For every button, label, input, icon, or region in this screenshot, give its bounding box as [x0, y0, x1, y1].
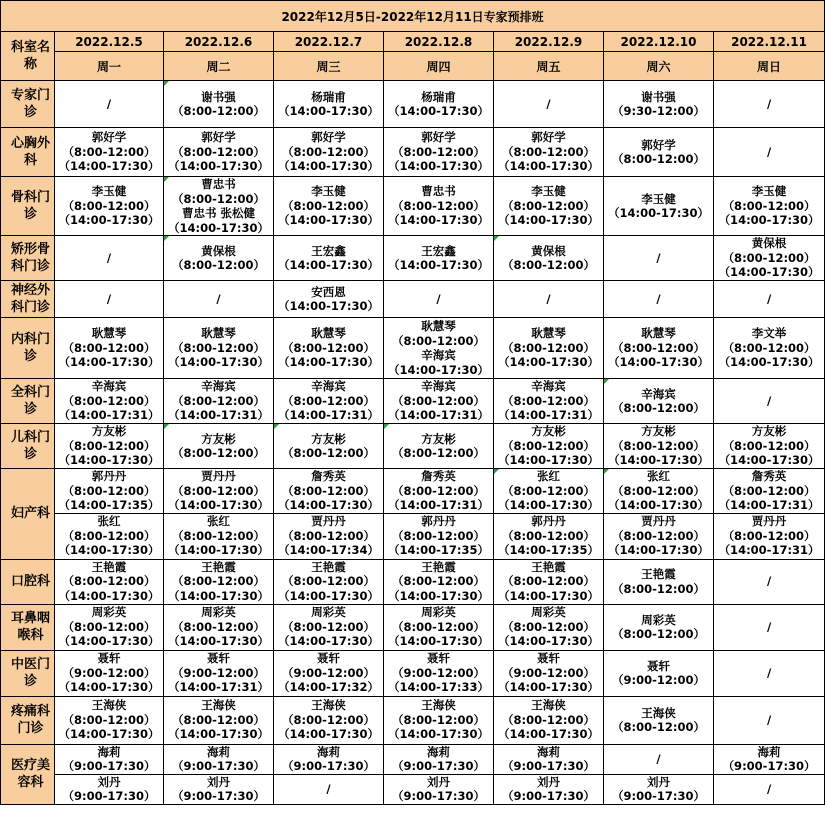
schedule-cell: 辛海宾 （8:00-12:00） （14:00-17:31） [494, 379, 604, 424]
weekday-header: 周四 [384, 52, 494, 81]
schedule-cell: / [604, 744, 714, 774]
date-header: 2022.12.10 [604, 32, 714, 52]
schedule-cell: 黄保根 （8:00-12:00） [164, 236, 274, 281]
table-row [1, 281, 825, 318]
schedule-cell: 李玉健 （14:00-17:30） [604, 177, 714, 236]
schedule-cell: 郭好学 （8:00-12:00） （14:00-17:30） [274, 128, 384, 177]
schedule-cell: 郭好学 （8:00-12:00） （14:00-17:30） [494, 128, 604, 177]
table-row [1, 650, 825, 696]
schedule-cell: / [714, 696, 825, 744]
dept-name: 矫形骨科门诊 [1, 236, 55, 281]
schedule-cell: / [714, 81, 825, 128]
table-row [1, 177, 825, 236]
dept-name: 心胸外科 [1, 128, 55, 177]
date-header: 2022.12.7 [274, 32, 384, 52]
schedule-cell: 王海侠 （8:00-12:00） （14:00-17:30） [55, 696, 164, 744]
schedule-cell: / [714, 281, 825, 318]
schedule-cell: 聂轩 （9:00-12:00） （14:00-17:30） [494, 650, 604, 696]
table-row [1, 696, 825, 744]
schedule-cell: 聂轩 （9:00-12:00） （14:00-17:32） [274, 650, 384, 696]
table-row [1, 604, 825, 650]
schedule-cell: / [494, 81, 604, 128]
schedule-cell: 耿慧琴 （8:00-12:00） 辛海宾 （14:00-17:30） [384, 318, 494, 379]
schedule-cell: 黄保根 （8:00-12:00） （14:00-17:30） [714, 236, 825, 281]
schedule-cell: 王艳霞 （8:00-12:00） （14:00-17:30） [494, 559, 604, 604]
weekday-header: 周三 [274, 52, 384, 81]
schedule-cell: 辛海宾 （8:00-12:00） [604, 379, 714, 424]
table-row [1, 379, 825, 424]
schedule-cell: 王海侠 （8:00-12:00） （14:00-17:30） [274, 696, 384, 744]
schedule-cell: 王艳霞 （8:00-12:00） （14:00-17:30） [384, 559, 494, 604]
schedule-cell: 郭好学 （8:00-12:00） （14:00-17:30） [164, 128, 274, 177]
schedule-cell: 刘丹 （9:00-17:30） [55, 774, 164, 804]
dept-name: 专家门诊 [1, 81, 55, 128]
dept-name: 骨科门诊 [1, 177, 55, 236]
schedule-cell: 海莉 （9:00-17:30） [274, 744, 384, 774]
schedule-cell: 刘丹 （9:00-17:30） [164, 774, 274, 804]
schedule-cell: 海莉 （9:00-17:30） [714, 744, 825, 774]
schedule-cell: 张红 （8:00-12:00） （14:00-17:30） [494, 469, 604, 514]
schedule-cell: 周彩英 （8:00-12:00） （14:00-17:30） [274, 604, 384, 650]
schedule-cell: 王艳霞 （8:00-12:00） [604, 559, 714, 604]
schedule-cell: 周彩英 （8:00-12:00） （14:00-17:30） [384, 604, 494, 650]
table-row [1, 774, 825, 804]
schedule-cell: 郭丹丹 （8:00-12:00） （14:00-17:35） [55, 469, 164, 514]
schedule-cell: 杨瑞甫 （14:00-17:30） [384, 81, 494, 128]
schedule-cell: 谢书强 （9:30-12:00） [604, 81, 714, 128]
schedule-cell: 王艳霞 （8:00-12:00） （14:00-17:30） [274, 559, 384, 604]
schedule-cell: 郭丹丹 （8:00-12:00） （14:00-17:35） [494, 513, 604, 559]
dept-name: 耳鼻咽喉科 [1, 604, 55, 650]
schedule-cell: 刘丹 （9:00-17:30） [604, 774, 714, 804]
schedule-cell: 谢书强 （8:00-12:00） [164, 81, 274, 128]
date-header: 2022.12.11 [714, 32, 825, 52]
schedule-cell: 耿慧琴 （8:00-12:00） （14:00-17:30） [604, 318, 714, 379]
schedule-cell: 周彩英 （8:00-12:00） （14:00-17:30） [55, 604, 164, 650]
schedule-cell: 周彩英 （8:00-12:00） （14:00-17:30） [494, 604, 604, 650]
schedule-cell: / [384, 281, 494, 318]
schedule-cell: / [714, 650, 825, 696]
schedule-title: 2022年12月5日-2022年12月11日专家预排班 [1, 1, 825, 32]
schedule-cell: 郭好学 （8:00-12:00） [604, 128, 714, 177]
dept-name: 疼痛科门诊 [1, 696, 55, 744]
schedule-cell: 贾丹丹 （8:00-12:00） （14:00-17:31） [714, 513, 825, 559]
table-row [1, 128, 825, 177]
table-row [1, 318, 825, 379]
schedule-cell: 海莉 （9:00-17:30） [384, 744, 494, 774]
schedule-cell: 海莉 （9:00-17:30） [55, 744, 164, 774]
weekday-header: 周一 [55, 52, 164, 81]
table-row [1, 559, 825, 604]
date-header: 2022.12.5 [55, 32, 164, 52]
schedule-cell: 李文举 （8:00-12:00） （14:00-17:30） [714, 318, 825, 379]
dept-name: 医疗美容科 [1, 744, 55, 804]
schedule-cell: 李玉健 （8:00-12:00） （14:00-17:30） [494, 177, 604, 236]
schedule-cell: 曹忠书 （8:00-12:00） 曹忠书 张松健 （14:00-17:30） [164, 177, 274, 236]
dept-name: 中医门诊 [1, 650, 55, 696]
schedule-cell: 王海侠 （8:00-12:00） （14:00-17:30） [384, 696, 494, 744]
schedule-cell: / [604, 236, 714, 281]
schedule-cell: / [494, 281, 604, 318]
schedule-cell: 郭丹丹 （8:00-12:00） （14:00-17:35） [384, 513, 494, 559]
schedule-cell: 贾丹丹 （8:00-12:00） （14:00-17:30） [604, 513, 714, 559]
schedule-cell: 刘丹 （9:00-17:30） [384, 774, 494, 804]
schedule-cell: / [714, 128, 825, 177]
schedule-cell: 耿慧琴 （8:00-12:00） （14:00-17:30） [494, 318, 604, 379]
schedule-cell: 耿慧琴 （8:00-12:00） （14:00-17:30） [274, 318, 384, 379]
schedule-cell: 方友彬 （8:00-12:00） （14:00-17:30） [55, 424, 164, 469]
schedule-cell: 耿慧琴 （8:00-12:00） （14:00-17:30） [164, 318, 274, 379]
schedule-cell: 王宏鑫 （14:00-17:30） [274, 236, 384, 281]
schedule-cell: 王宏鑫 （14:00-17:30） [384, 236, 494, 281]
schedule-cell: / [274, 774, 384, 804]
schedule-cell: / [714, 559, 825, 604]
weekday-header: 周五 [494, 52, 604, 81]
schedule-cell: 方友彬 （8:00-12:00） （14:00-17:30） [714, 424, 825, 469]
schedule-cell: 方友彬 （8:00-12:00） （14:00-17:30） [604, 424, 714, 469]
schedule-cell: 辛海宾 （8:00-12:00） （14:00-17:31） [274, 379, 384, 424]
schedule-cell: / [714, 774, 825, 804]
schedule-cell: 詹秀英 （8:00-12:00） （14:00-17:31） [384, 469, 494, 514]
schedule-cell: 方友彬 （8:00-12:00） [384, 424, 494, 469]
schedule-cell: 黄保根 （8:00-12:00） [494, 236, 604, 281]
schedule-cell: 李玉健 （8:00-12:00） （14:00-17:30） [274, 177, 384, 236]
schedule-cell: 曹忠书 （8:00-12:00） （14:00-17:30） [384, 177, 494, 236]
dept-name: 内科门诊 [1, 318, 55, 379]
schedule-cell: 聂轩 （9:00-12:00） （14:00-17:33） [384, 650, 494, 696]
schedule-cell: / [164, 281, 274, 318]
schedule-cell: 贾丹丹 （8:00-12:00） （14:00-17:34） [274, 513, 384, 559]
schedule-cell: 张红 （8:00-12:00） （14:00-17:30） [55, 513, 164, 559]
dept-name: 全科门诊 [1, 379, 55, 424]
schedule-cell: 李玉健 （8:00-12:00） （14:00-17:30） [55, 177, 164, 236]
schedule-cell: / [714, 604, 825, 650]
table-row [1, 424, 825, 469]
schedule-cell: 周彩英 （8:00-12:00） [604, 604, 714, 650]
schedule-cell: 安西恩 （14:00-17:30） [274, 281, 384, 318]
dept-name: 口腔科 [1, 559, 55, 604]
dept-column-header: 科室名称 [1, 32, 55, 81]
schedule-cell: 辛海宾 （8:00-12:00） （14:00-17:31） [164, 379, 274, 424]
date-header: 2022.12.8 [384, 32, 494, 52]
schedule-cell: / [604, 281, 714, 318]
date-header: 2022.12.9 [494, 32, 604, 52]
schedule-cell: 张红 （8:00-12:00） （14:00-17:30） [604, 469, 714, 514]
schedule-cell: 周彩英 （8:00-12:00） （14:00-17:30） [164, 604, 274, 650]
table-row [1, 236, 825, 281]
schedule-cell: / [55, 81, 164, 128]
date-header: 2022.12.6 [164, 32, 274, 52]
table-row [1, 81, 825, 128]
table-row [1, 513, 825, 559]
schedule-cell: 王海侠 （8:00-12:00） （14:00-17:30） [494, 696, 604, 744]
schedule-cell: / [55, 281, 164, 318]
schedule-cell: 方友彬 （8:00-12:00） [164, 424, 274, 469]
schedule-cell: 聂轩 （9:00-12:00） [604, 650, 714, 696]
dept-name: 儿科门诊 [1, 424, 55, 469]
dept-name: 妇产科 [1, 469, 55, 560]
schedule-cell: 聂轩 （9:00-12:00） （14:00-17:30） [55, 650, 164, 696]
schedule-cell: 贾丹丹 （8:00-12:00） （14:00-17:30） [164, 469, 274, 514]
schedule-cell: 方友彬 （8:00-12:00） （14:00-17:30） [494, 424, 604, 469]
schedule-cell: 聂轩 （9:00-12:00） （14:00-17:31） [164, 650, 274, 696]
schedule-cell: / [55, 236, 164, 281]
schedule-cell: 王艳霞 （8:00-12:00） （14:00-17:30） [164, 559, 274, 604]
schedule-cell: 王海侠 （8:00-12:00） [604, 696, 714, 744]
schedule-cell: 海莉 （9:00-17:30） [164, 744, 274, 774]
schedule-cell: 方友彬 （8:00-12:00） [274, 424, 384, 469]
schedule-cell: 王海侠 （8:00-12:00） （14:00-17:30） [164, 696, 274, 744]
schedule-cell: 郭好学 （8:00-12:00） （14:00-17:30） [384, 128, 494, 177]
schedule-cell: / [714, 379, 825, 424]
weekday-header: 周六 [604, 52, 714, 81]
schedule-cell: 詹秀英 （8:00-12:00） （14:00-17:31） [714, 469, 825, 514]
schedule-cell: 刘丹 （9:00-17:30） [494, 774, 604, 804]
table-row [1, 744, 825, 774]
weekday-header: 周日 [714, 52, 825, 81]
table-row [1, 469, 825, 514]
schedule-cell: 杨瑞甫 （14:00-17:30） [274, 81, 384, 128]
schedule-cell: 辛海宾 （8:00-12:00） （14:00-17:31） [55, 379, 164, 424]
schedule-cell: 张红 （8:00-12:00） （14:00-17:30） [164, 513, 274, 559]
schedule-cell: 耿慧琴 （8:00-12:00） （14:00-17:30） [55, 318, 164, 379]
schedule-cell: 辛海宾 （8:00-12:00） （14:00-17:31） [384, 379, 494, 424]
dept-name: 神经外科门诊 [1, 281, 55, 318]
schedule-cell: 海莉 （9:00-17:30） [494, 744, 604, 774]
schedule-cell: 郭好学 （8:00-12:00） （14:00-17:30） [55, 128, 164, 177]
schedule-cell: 李玉健 （8:00-12:00） （14:00-17:30） [714, 177, 825, 236]
schedule-cell: 詹秀英 （8:00-12:00） （14:00-17:30） [274, 469, 384, 514]
schedule-cell: 王艳霞 （8:00-12:00） （14:00-17:30） [55, 559, 164, 604]
weekday-header: 周二 [164, 52, 274, 81]
